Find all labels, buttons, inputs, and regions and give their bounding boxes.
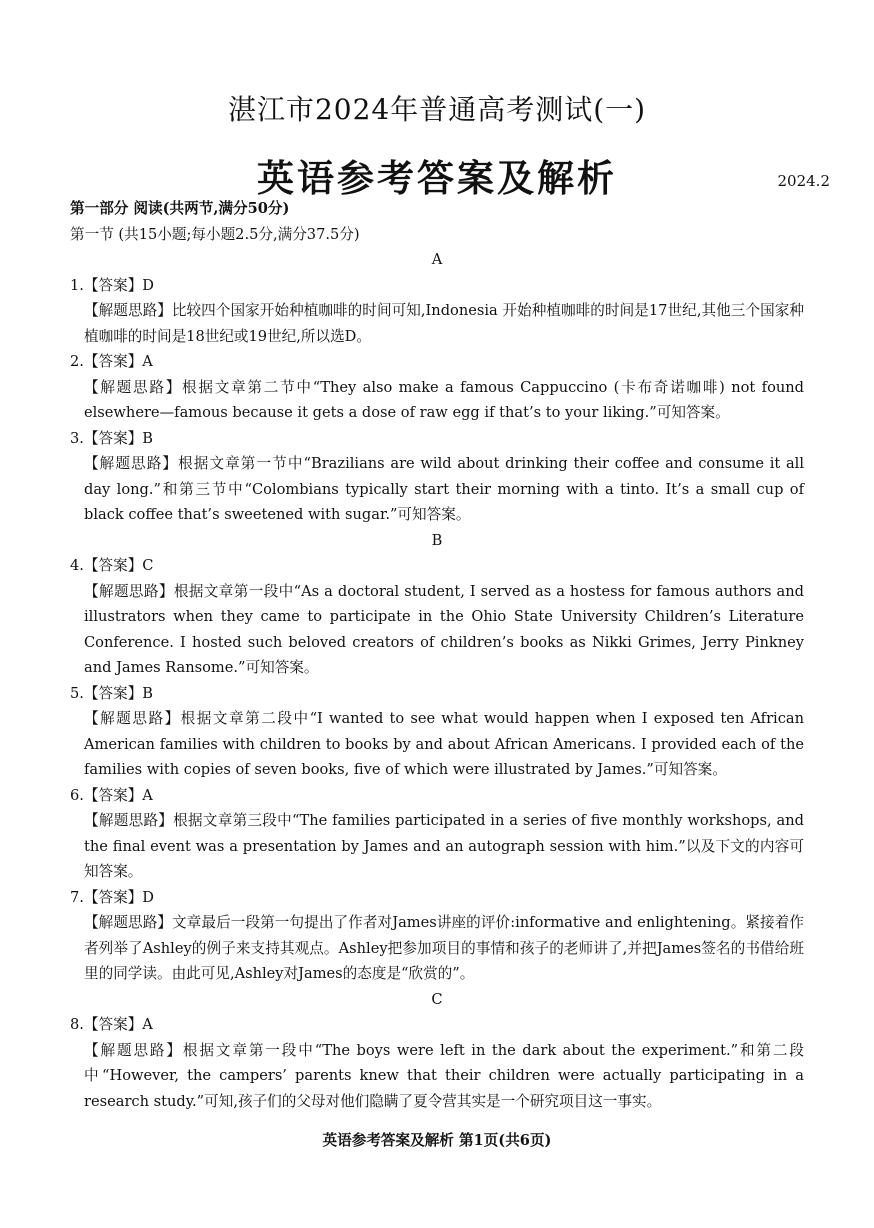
answer-label-8: 8.【答案】A: [70, 1016, 153, 1033]
answer-analysis-3: 【解题思路】根据文章第一节中“Brazilians are wild about drinking their coffee and consume it all day long.”和第三节中“Colombians typically start their morning with a tinto. It’s a small cup of black coffee that’s sweetened with sugar.”可知答案。: [84, 455, 804, 523]
document-date: 2024.2: [777, 172, 830, 190]
answer-label-1: 1.【答案】D: [70, 276, 154, 294]
answer-analysis-1: 【解题思路】比较四个国家开始种植咖啡的时间可知,Indonesia 开始种植咖啡的时间是17世纪,其他三个国家种植咖啡的时间是18世纪或19世纪,所以选D。: [84, 302, 804, 345]
answer-analysis-6: 【解题思路】根据文章第三段中“The families participated in a series of five monthly workshops, and the final event was a presentation by James and an autograph session with him.”以及下文的内容可知答案。: [84, 812, 804, 880]
answer-label-7: 7.【答案】D: [70, 888, 154, 906]
answer-label-2: 2.【答案】A: [70, 353, 153, 370]
passage-label-c: C: [431, 990, 443, 1008]
document-title: 英语参考答案及解析: [257, 156, 617, 200]
answer-content: [70, 196, 804, 1114]
answer-analysis-2: 【解题思路】根据文章第二节中“They also make a famous Cappuccino (卡布奇诺咖啡) not found elsewhere—famous because it gets a dose of raw egg if that’s to your liking.”可知答案。: [84, 378, 804, 421]
answer-label-6: 6.【答案】A: [70, 786, 153, 804]
section-heading: 第一节 (共15小题;每小题2.5分,满分37.5分): [70, 225, 360, 243]
passage-label-b: B: [431, 531, 443, 549]
exam-title: 湛江市2024年普通高考测试(一): [227, 93, 647, 126]
answer-analysis-5: 【解题思路】根据文章第二段中“I wanted to see what would happen when I exposed ten African American families with children to books by and about African Americans. I provided each of the families with copies of seven books, five of which were illustrated by James.”可知答案。: [84, 710, 804, 778]
page-footer: 英语参考答案及解析 第1页(共6页): [322, 1132, 552, 1149]
passage-label-a: A: [431, 251, 443, 268]
answer-analysis-8: 【解题思路】根据文章第一段中“The boys were left in the dark about the experiment.”和第二段中“However, the campers’ parents knew that their children were actually participating in a research study.”可知,孩子们的父母对他们隐瞒了夏令营其实是一个研究项目这一事实。: [84, 1041, 804, 1110]
answer-label-4: 4.【答案】C: [70, 557, 154, 574]
answer-analysis-7: 【解题思路】文章最后一段第一句提出了作者对James讲座的评价:informative and enlightening。紧接着作者列举了Ashley的例子来支持其观点。Ashley把参加项目的事情和孩子的老师讲了,并把James签名的书借给班里的同学读。由此可见,Ashley对James的态度是“欣赏的”。: [84, 914, 804, 982]
answer-analysis-4: 【解题思路】根据文章第一段中“As a doctoral student, I served as a hostess for famous authors and illustrators when they came to participate in the Ohio State University Children’s Literature Conference. I hosted such beloved creators of children’s books as Nikki Grimes, Jerry Pinkney and James Ransome.”可知答案。: [84, 582, 804, 676]
part-heading: 第一部分 阅读(共两节,满分50分): [70, 200, 290, 217]
answer-label-3: 3.【答案】B: [70, 429, 154, 447]
answer-label-5: 5.【答案】B: [70, 684, 154, 702]
